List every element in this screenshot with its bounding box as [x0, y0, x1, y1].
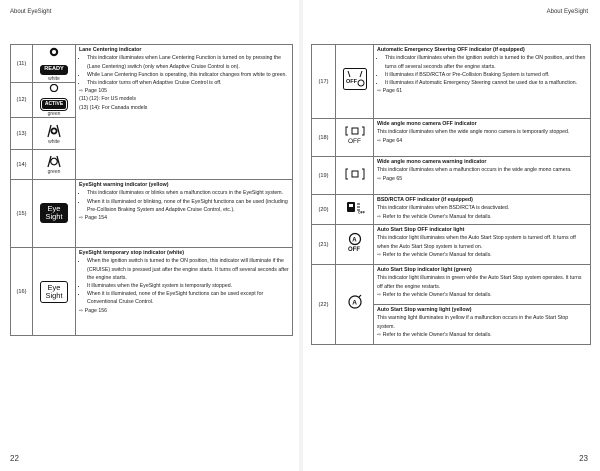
ass-green-title: Auto Start Stop indicator light (green): [377, 267, 472, 273]
row-number: (15): [11, 180, 33, 248]
page-reference: ⇨ Page 154: [79, 214, 289, 222]
aes-off-description: [374, 45, 591, 119]
off-text: OFF: [347, 247, 360, 252]
lane-centering-title: Lane Centering indicator: [79, 47, 142, 53]
bullet: • This indicator illuminates when Lane Centering Function is turned on by pressing the (Lane Centering) switch (only when Adaptive Cruise Control is on).: [87, 54, 289, 70]
auto-start-stop-green-description: [374, 265, 591, 305]
bullet: • When it is illuminated, none of the EyeSight functions can be used except for Conventional Cruise Control.: [87, 290, 289, 306]
body-text: This indicator illuminates when a malfunction occurs in the wide angle mono camera.: [377, 167, 572, 174]
canada-models-note: (13) (14): For Canada models: [79, 104, 148, 111]
owners-manual-reference: ⇨ Refer to the vehicle Owner's Manual for details.: [377, 291, 587, 299]
svg-text:A: A: [351, 237, 357, 244]
ass-off-title: Auto Start Stop OFF indicator light: [377, 227, 465, 233]
wide-off-title: Wide angle mono camera OFF indicator: [377, 121, 477, 127]
lane-centering-description: [76, 45, 293, 180]
ass-warn-title: Auto Start Stop warning light (yellow): [377, 307, 472, 313]
bullet: • This indicator illuminates or blinks when a malfunction occurs in the EyeSight system.: [87, 189, 289, 197]
bullet: • This indicator illuminates when the ignition switch is turned to the ON position, and then turns off several seconds after the engine starts.: [385, 54, 587, 70]
svg-text:A: A: [351, 299, 357, 307]
auto-start-stop-warning-description: [374, 305, 591, 345]
running-header-left: About EyeSight: [10, 9, 52, 15]
auto-start-stop-off-description: [374, 225, 591, 265]
bullet: • It illuminates if Automatic Emergency Steering cannot be used due to a malfunction.: [385, 79, 587, 87]
row-number: (13): [11, 118, 33, 150]
body-text: This indicator illuminates when BSD/RCTA is deactivated.: [377, 205, 510, 212]
bsd-rcta-off-cell: [336, 195, 374, 225]
bullet: • While Lane Centering Function is operating, this indicator changes from white to green.: [87, 71, 289, 79]
steering-wheel-icon: [46, 84, 62, 92]
eyesight-warning-cell: [33, 180, 76, 248]
page-number-left: 22: [10, 454, 19, 463]
eyesight-stop-cell: [33, 248, 76, 336]
page-reference: ⇨ Page 105: [79, 87, 289, 95]
bullet: • When the ignition switch is turned to the ON position, this indicator will illuminate if the (CRUISE) switch is pressed just after the engine starts. It turns off several seconds after the engine starts.: [87, 257, 289, 282]
eyesight-stop-description: [76, 248, 293, 336]
owners-manual-reference: ⇨ Refer to the vehicle Owner's Manual for details.: [377, 331, 587, 339]
camera-warning-icon: [344, 168, 366, 180]
wide-camera-off-description: [374, 119, 591, 157]
color-caption: white: [48, 76, 60, 82]
body-text: This indicator light illuminates when the Auto Start Stop system is turned off. It turns off when the Auto Start Stop system is turned on.: [377, 235, 576, 250]
body-text: This indicator illuminates when the wide angle mono camera is temporarily stopped.: [377, 129, 570, 136]
wide-camera-warning-cell: [336, 157, 374, 195]
row-number: (19): [312, 157, 336, 195]
eyesight-warning-icon: Eye Sight: [40, 203, 68, 223]
body-text: This indicator light illuminates in green while the Auto Start Stop system operates. It turns off after the engine restarts.: [377, 275, 582, 290]
running-header-right: About EyeSight: [546, 9, 588, 15]
auto-start-stop-off-cell: [336, 225, 374, 265]
wide-warn-title: Wide angle mono camera warning indicator: [377, 159, 487, 165]
auto-start-stop-icon: [346, 294, 364, 310]
page-number-right: 23: [579, 454, 588, 463]
bsd-rcta-off-icon: [345, 200, 365, 214]
aes-off-icon: [343, 68, 367, 90]
auto-start-stop-cell: [336, 265, 374, 345]
lane-centering-icon: [45, 155, 63, 168]
off-text: OFF: [345, 79, 357, 85]
warning-title: EyeSight warning indicator (yellow): [79, 182, 169, 188]
bullet: • When it is illuminated or blinking, none of the EyeSight functions can be used (including Pre-Collision Braking System and Adaptive Cruise Control, etc.).: [87, 198, 289, 214]
owners-manual-reference: ⇨ Refer to the vehicle Owner's Manual for details.: [377, 213, 587, 221]
steering-wheel-icon: [46, 47, 62, 57]
stop-title: EyeSight temporary stop indicator (white): [79, 250, 185, 256]
row-number: (16): [11, 248, 33, 336]
us-models-note: (11) (12): For US models: [79, 96, 136, 103]
color-caption: green: [47, 111, 61, 117]
body-text: This warning light illuminates in yellow if a malfunction occurs in the Auto Start Stop system.: [377, 315, 569, 330]
bullet: • It illuminates if BSD/RCTA or Pre-Collision Braking System is turned off.: [385, 71, 587, 79]
row-number: (22): [312, 265, 336, 345]
page-reference: ⇨ Page 65: [377, 175, 587, 183]
color-caption: green: [47, 169, 61, 175]
bullet: • This indicator turns off when Adaptive Cruise Control is off.: [87, 79, 289, 87]
page-gutter: [299, 0, 303, 471]
page-reference: ⇨ Page 61: [377, 87, 587, 95]
row-number: (11): [11, 45, 33, 83]
bsd-title: BSD/RCTA OFF indicator (if equipped): [377, 197, 473, 203]
right-indicator-table: [311, 44, 591, 345]
ready-label: READY: [40, 65, 68, 75]
aes-off-cell: [336, 45, 374, 119]
lane-centering-icon: [45, 124, 63, 138]
aes-title: Automatic Emergency Steering OFF indicator (if equipped): [377, 47, 525, 53]
page-reference: ⇨ Page 64: [377, 137, 587, 145]
row-number: (17): [312, 45, 336, 119]
active-indicator-cell: [33, 83, 76, 118]
lane-green-indicator-cell: [33, 150, 76, 180]
page-reference: ⇨ Page 156: [79, 307, 289, 315]
owners-manual-reference: ⇨ Refer to the vehicle Owner's Manual for details.: [377, 251, 587, 259]
off-text: OFF: [347, 138, 361, 145]
left-indicator-table: [10, 44, 293, 336]
eyesight-stop-icon: Eye Sight: [40, 281, 68, 303]
auto-start-stop-off-icon: [346, 232, 364, 252]
row-number: (18): [312, 119, 336, 157]
color-caption: white: [48, 139, 60, 145]
row-number: (21): [312, 225, 336, 265]
off-text: OFF: [357, 210, 365, 214]
bullet: • It illuminates when the EyeSight system is temporarily stopped.: [87, 282, 289, 290]
camera-off-icon: [344, 125, 366, 145]
row-number: (12): [11, 83, 33, 118]
bsd-rcta-off-description: [374, 195, 591, 225]
eyesight-warning-description: [76, 180, 293, 248]
row-number: (14): [11, 150, 33, 180]
active-label: ACTIVE: [41, 99, 67, 110]
wide-camera-warning-description: [374, 157, 591, 195]
row-number: (20): [312, 195, 336, 225]
ready-indicator-cell: [33, 45, 76, 83]
lane-white-indicator-cell: [33, 118, 76, 150]
wide-camera-off-cell: [336, 119, 374, 157]
